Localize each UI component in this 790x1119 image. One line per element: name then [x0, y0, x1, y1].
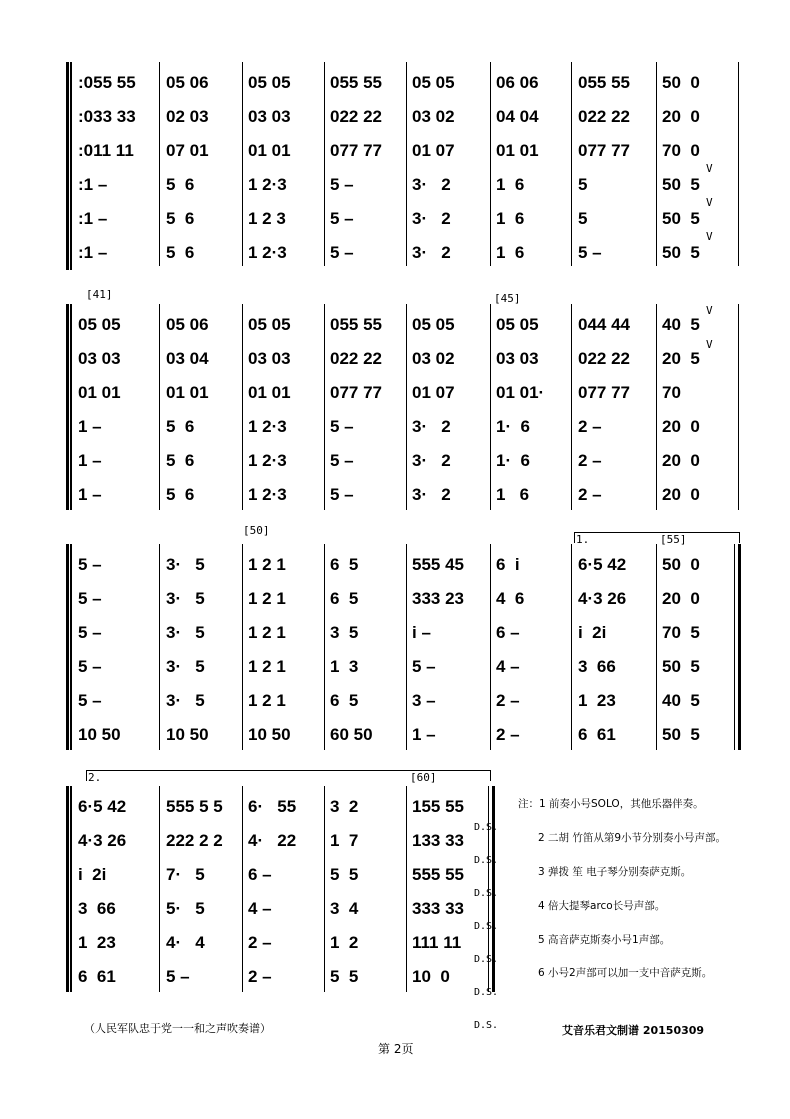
- measure-notes: 5 –: [330, 451, 354, 470]
- measure-notes: 5 –: [166, 967, 190, 986]
- measure-notes: 2 –: [248, 933, 272, 952]
- measure-notes: 3 4: [330, 899, 359, 918]
- score-system-1: [70, 62, 740, 272]
- measure-notes: i 2i: [78, 865, 107, 884]
- measure-notes: 1 2 1: [248, 623, 286, 642]
- measure-notes: 5 –: [330, 417, 354, 436]
- measure-notes: 1 2·3: [248, 175, 287, 194]
- measure-notes: 1 2 1: [248, 691, 286, 710]
- measure-notes: 7· 5: [166, 865, 205, 884]
- score-part-row: [70, 582, 740, 616]
- measure-notes: 5· 5: [166, 899, 205, 918]
- measure-notes: 04 04: [496, 107, 539, 126]
- measure-notes: 20 5: [662, 349, 700, 368]
- measure-notes: 155 55: [412, 797, 464, 816]
- score-part-row: [70, 134, 740, 168]
- measure-notes: 1 2·3: [248, 485, 287, 504]
- measure-notes: 6 5: [330, 691, 359, 710]
- measure-notes: 555 55: [412, 865, 464, 884]
- measure-notes: 05 05: [412, 73, 455, 92]
- measure-notes: 077 77: [578, 383, 630, 402]
- measure-notes: 4· 4: [166, 933, 205, 952]
- score-system-2: [70, 288, 740, 512]
- measure-notes: :055 55: [78, 73, 136, 92]
- score-part-row: [70, 410, 740, 444]
- measure-notes: 50 5: [662, 657, 700, 676]
- measure-notes: 3· 5: [166, 657, 205, 676]
- measure-notes: 05 05: [248, 73, 291, 92]
- measure-notes: 01 01: [496, 141, 539, 160]
- measure-notes: 5 5: [330, 967, 359, 986]
- note-5: 5 高音萨克斯奏小号1声部。: [538, 934, 671, 946]
- measure-notes: 6 i: [496, 555, 520, 574]
- measure-notes: 5 5: [330, 865, 359, 884]
- measure-notes: 3 66: [578, 657, 616, 676]
- measure-notes: 05 06: [166, 73, 209, 92]
- score-part-row: [70, 684, 740, 718]
- measure-notes: 077 77: [330, 383, 382, 402]
- measure-notes: 2 –: [248, 967, 272, 986]
- volta-2-label: 2.: [88, 771, 102, 784]
- measure-notes: 1 23: [578, 691, 616, 710]
- measure-notes: 03 03: [78, 349, 121, 368]
- measure-notes: 5: [578, 209, 588, 228]
- measure-notes: 055 55: [330, 73, 382, 92]
- measure-notes: 50 0: [662, 555, 700, 574]
- measure-notes: 60 50: [330, 725, 373, 744]
- measure-notes: 2 –: [578, 485, 602, 504]
- measure-notes: 133 33: [412, 831, 464, 850]
- note-2: 2 二胡 竹笛从第9小节分别奏小号声部。: [538, 832, 727, 844]
- measure-notes: 5 –: [78, 623, 102, 642]
- volta-1: [574, 532, 740, 543]
- measure-notes: 03 04: [166, 349, 209, 368]
- measure-notes: 4· 22: [248, 831, 297, 850]
- score-part-row: [70, 478, 740, 512]
- page-number: 第 2页: [378, 1042, 414, 1056]
- score-part-row: [70, 100, 740, 134]
- measure-notes: 01 01: [166, 383, 209, 402]
- measure-notes: 077 77: [578, 141, 630, 160]
- measure-notes: 3 2: [330, 797, 359, 816]
- note-3: 3 弹拨 笙 电子琴分别奏萨克斯。: [538, 866, 692, 878]
- note-6: 6 小号2声部可以加一支中音萨克斯。: [538, 967, 713, 979]
- measure-notes: 6 5: [330, 589, 359, 608]
- measure-notes: 1 2 1: [248, 589, 286, 608]
- score-part-row: [70, 342, 740, 376]
- measure-notes: 3 66: [78, 899, 116, 918]
- measure-notes: 01 01·: [496, 383, 545, 402]
- measure-notes: i –: [412, 623, 431, 642]
- score-part-row: [70, 444, 740, 478]
- measure-notes: 022 22: [578, 349, 630, 368]
- measure-notes: 4 –: [248, 899, 272, 918]
- measure-notes: 1 2: [330, 933, 359, 952]
- score-part-row: [70, 718, 740, 752]
- measure-notes: 03 03: [496, 349, 539, 368]
- rehearsal-mark-45: [45]: [494, 292, 521, 305]
- measure-notes: i 2i: [578, 623, 607, 642]
- measure-notes: 20 0: [662, 485, 700, 504]
- measure-notes: 022 22: [330, 107, 382, 126]
- score-part-row: [70, 236, 740, 270]
- measure-notes: 5 –: [330, 175, 354, 194]
- dal-segno-mark: D.S.: [474, 987, 499, 998]
- dal-segno-mark: D.S.: [474, 888, 499, 899]
- breath-mark: V: [706, 196, 713, 209]
- measure-notes: 1 7: [330, 831, 359, 850]
- measure-notes: 3· 2: [412, 417, 451, 436]
- measure-notes: 5 6: [166, 243, 195, 262]
- measure-notes: 2 –: [578, 451, 602, 470]
- measure-notes: 5 –: [578, 243, 602, 262]
- measure-notes: 1 2·3: [248, 243, 287, 262]
- measure-notes: 3· 2: [412, 451, 451, 470]
- dal-segno-mark: D.S.: [474, 954, 499, 965]
- score-part-row: [70, 650, 740, 684]
- measure-notes: 1· 6: [496, 451, 531, 470]
- measure-notes: 333 23: [412, 589, 464, 608]
- measure-notes: 05 05: [496, 315, 539, 334]
- measure-notes: 3· 5: [166, 623, 205, 642]
- measure-notes: 6 5: [330, 555, 359, 574]
- measure-notes: 1 –: [78, 451, 102, 470]
- note-4: 4 倍大提琴arco长号声部。: [538, 900, 666, 912]
- breath-mark: V: [706, 338, 713, 351]
- measure-notes: 05 05: [412, 315, 455, 334]
- measure-notes: 3· 2: [412, 175, 451, 194]
- measure-notes: 6 61: [78, 967, 116, 986]
- measure-notes: 01 07: [412, 383, 455, 402]
- score-part-row: [70, 66, 740, 100]
- measure-notes: 555 45: [412, 555, 464, 574]
- measure-notes: 6· 55: [248, 797, 297, 816]
- measure-notes: :033 33: [78, 107, 136, 126]
- measure-notes: 077 77: [330, 141, 382, 160]
- score-system-3: [70, 524, 740, 752]
- note-1: 注：1 前奏小号SOLO，其他乐器伴奏。: [518, 798, 704, 810]
- measure-notes: 5 6: [166, 175, 195, 194]
- breath-mark: V: [706, 304, 713, 317]
- measure-notes: 022 22: [330, 349, 382, 368]
- measure-notes: 5 6: [166, 209, 195, 228]
- measure-notes: 055 55: [330, 315, 382, 334]
- measure-notes: 5 –: [330, 485, 354, 504]
- measure-notes: 3· 5: [166, 555, 205, 574]
- measure-notes: :1 –: [78, 243, 108, 262]
- measure-notes: 5 –: [78, 555, 102, 574]
- score-source: （人民军队忠于党一一和之声吹奏谱）: [84, 1022, 271, 1035]
- dal-segno-mark: D.S.: [474, 1020, 499, 1031]
- score-part-row: [70, 376, 740, 410]
- measure-notes: 01 01: [248, 383, 291, 402]
- measure-notes: 3· 2: [412, 243, 451, 262]
- measure-notes: :1 –: [78, 175, 108, 194]
- measure-notes: 4 6: [496, 589, 525, 608]
- measure-notes: 111 11: [412, 933, 462, 952]
- measure-notes: 05 06: [166, 315, 209, 334]
- measure-notes: 1 2 1: [248, 657, 286, 676]
- measure-notes: 20 0: [662, 417, 700, 436]
- measure-notes: 5 –: [78, 691, 102, 710]
- measure-notes: 50 5: [662, 725, 700, 744]
- measure-notes: 1 2 3: [248, 209, 286, 228]
- score-part-row: [70, 548, 740, 582]
- measure-notes: 5 6: [166, 485, 195, 504]
- measure-notes: 3· 5: [166, 691, 205, 710]
- measure-notes: :1 –: [78, 209, 108, 228]
- measure-notes: 3 –: [412, 691, 436, 710]
- measure-notes: 70 0: [662, 141, 700, 160]
- score-part-row: [70, 616, 740, 650]
- measure-notes: 1 6: [496, 485, 530, 504]
- measure-notes: 03 03: [248, 107, 291, 126]
- measure-notes: 1 2 1: [248, 555, 286, 574]
- dal-segno-mark: D.S.: [474, 921, 499, 932]
- measure-notes: 10 50: [166, 725, 209, 744]
- measure-notes: 2 –: [496, 691, 520, 710]
- measure-notes: 022 22: [578, 107, 630, 126]
- measure-notes: 01 01: [248, 141, 291, 160]
- measure-notes: 6·5 42: [78, 797, 127, 816]
- measure-notes: 1 3: [330, 657, 359, 676]
- rehearsal-mark-41: [41]: [86, 288, 113, 301]
- measure-notes: 5 –: [78, 589, 102, 608]
- measure-notes: 05 05: [248, 315, 291, 334]
- measure-notes: 70: [662, 383, 681, 402]
- dal-segno-mark: D.S.: [474, 822, 499, 833]
- measure-notes: 044 44: [578, 315, 630, 334]
- score-maker: 艾音乐君文制谱 20150309: [562, 1024, 705, 1037]
- measure-notes: 40 5: [662, 691, 700, 710]
- measure-notes: 6 –: [248, 865, 272, 884]
- breath-mark: V: [706, 162, 713, 175]
- measure-notes: 50 5: [662, 175, 700, 194]
- measure-notes: 1 6: [496, 209, 525, 228]
- measure-notes: 3· 2: [412, 485, 451, 504]
- measure-notes: 1 –: [78, 485, 102, 504]
- measure-notes: 1 2·3: [248, 417, 287, 436]
- measure-notes: 03 02: [412, 349, 455, 368]
- measure-notes: 5 –: [412, 657, 436, 676]
- measure-notes: 50 5: [662, 209, 700, 228]
- measure-notes: 333 33: [412, 899, 464, 918]
- measure-notes: 03 03: [248, 349, 291, 368]
- dal-segno-mark: D.S.: [474, 855, 499, 866]
- volta-1-label: 1.: [576, 533, 590, 546]
- measure-notes: 40 5: [662, 315, 700, 334]
- measure-notes: 01 01: [78, 383, 121, 402]
- measure-notes: 1 –: [78, 417, 102, 436]
- measure-notes: 5 6: [166, 417, 195, 436]
- score-part-row: [70, 202, 740, 236]
- measure-notes: 05 05: [78, 315, 121, 334]
- measure-notes: 20 0: [662, 107, 700, 126]
- measure-notes: 3· 5: [166, 589, 205, 608]
- measure-notes: 5 –: [330, 243, 354, 262]
- measure-notes: 3 5: [330, 623, 359, 642]
- measure-notes: 5 6: [166, 451, 195, 470]
- measure-notes: 10 50: [78, 725, 121, 744]
- measure-notes: 07 01: [166, 141, 209, 160]
- score-part-row: [70, 308, 740, 342]
- measure-notes: 20 0: [662, 451, 700, 470]
- measure-notes: 4·3 26: [78, 831, 127, 850]
- measure-notes: 50 0: [662, 73, 700, 92]
- measure-notes: 1· 6: [496, 417, 531, 436]
- measure-notes: 1 23: [78, 933, 116, 952]
- measure-notes: 70 5: [662, 623, 700, 642]
- measure-notes: 5: [578, 175, 588, 194]
- measure-notes: 10 0: [412, 967, 450, 986]
- measure-notes: 02 03: [166, 107, 209, 126]
- rehearsal-mark-55: [55]: [660, 533, 687, 546]
- measure-notes: 6 61: [578, 725, 616, 744]
- measure-notes: 055 55: [578, 73, 630, 92]
- rehearsal-mark-60: [60]: [410, 771, 437, 784]
- measure-notes: 6 –: [496, 623, 520, 642]
- measure-notes: 3· 2: [412, 209, 451, 228]
- measure-notes: :011 11: [78, 141, 134, 160]
- measure-notes: 50 5: [662, 243, 700, 262]
- score-part-row: [70, 168, 740, 202]
- measure-notes: 06 06: [496, 73, 539, 92]
- measure-notes: 2 –: [578, 417, 602, 436]
- measure-notes: 4·3 26: [578, 589, 627, 608]
- measure-notes: 5 –: [330, 209, 354, 228]
- measure-notes: 2 –: [496, 725, 520, 744]
- measure-notes: 555 5 5: [166, 797, 223, 816]
- measure-notes: 01 07: [412, 141, 455, 160]
- measure-notes: 1 –: [412, 725, 436, 744]
- measure-notes: 4 –: [496, 657, 520, 676]
- measure-notes: 6·5 42: [578, 555, 627, 574]
- measure-notes: 20 0: [662, 589, 700, 608]
- measure-notes: 10 50: [248, 725, 291, 744]
- measure-notes: 03 02: [412, 107, 455, 126]
- breath-mark: V: [706, 230, 713, 243]
- measure-notes: 5 –: [78, 657, 102, 676]
- measure-notes: 1 6: [496, 243, 525, 262]
- measure-notes: 1 6: [496, 175, 525, 194]
- rehearsal-mark-50: [50]: [243, 524, 270, 537]
- measure-notes: 222 2 2: [166, 831, 223, 850]
- measure-notes: 1 2·3: [248, 451, 287, 470]
